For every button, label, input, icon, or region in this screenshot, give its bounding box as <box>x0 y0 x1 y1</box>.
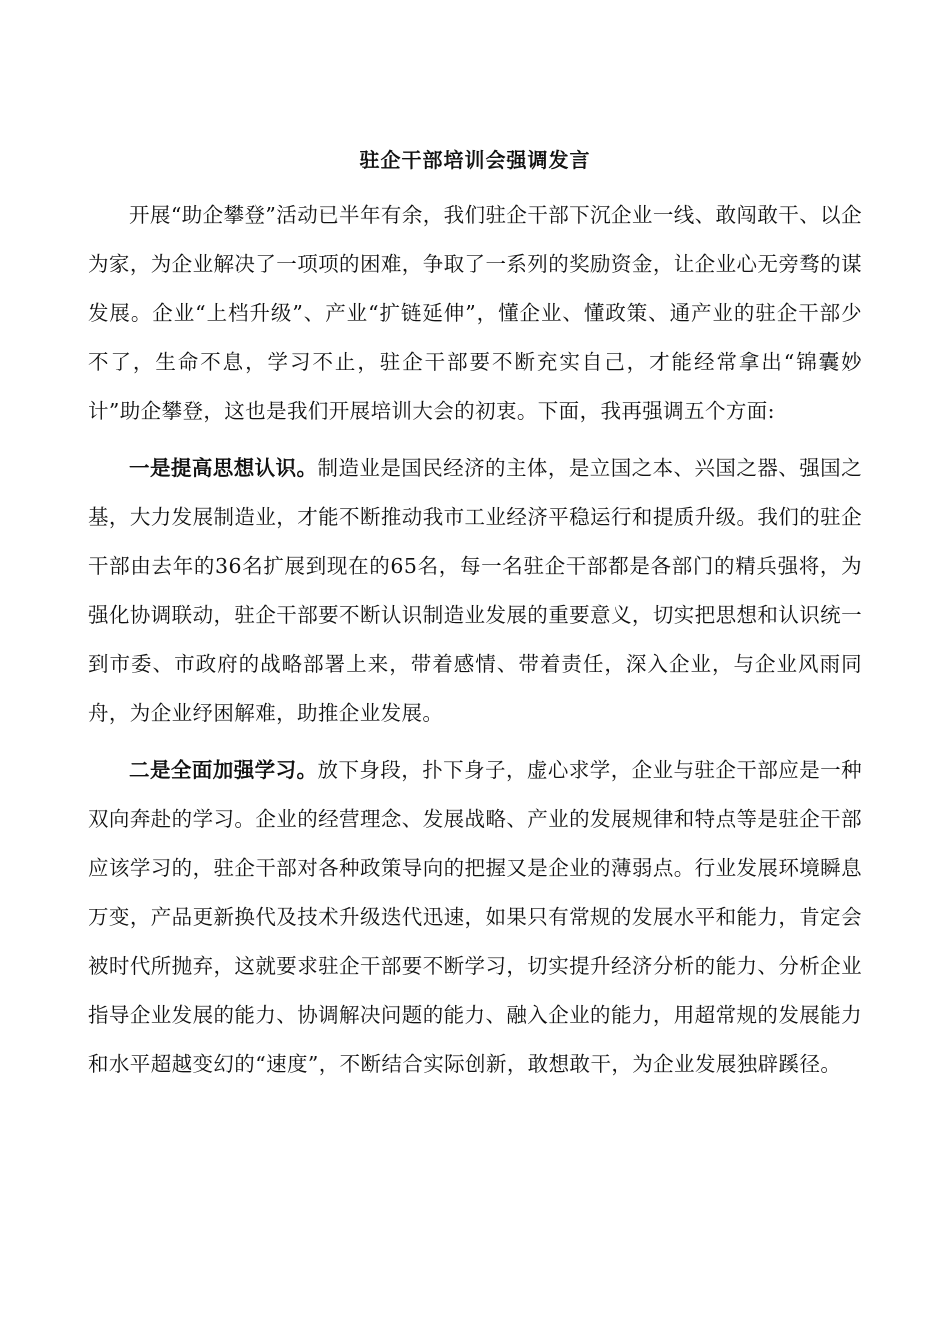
paragraph-point-one <box>88 444 862 738</box>
paragraph-point-two <box>88 746 862 1089</box>
paragraph-text: 制造业是国民经济的主体，是立国之本、兴国之器、强国之基，大力发展制造业，才能不断推动我市工业经济平稳运行和提质升级。我们的驻企干部由去年的36名扩展到现在的65名，每一名驻企干部都是各部门的精兵强将，为强化协调联动，驻企干部要不断认识制造业发展的重要意义，切实把思想和认识统一到市委、市政府的战略部署上来，带着感情、带着责任，深入企业，与企业风雨同舟，为企业纾困解难，助推企业发展。 <box>88 456 862 725</box>
paragraph-text: 开展“助企攀登”活动已半年有余，我们驻企干部下沉企业一线、敢闯敢干、以企为家，为企业解决了一项项的困难，争取了一系列的奖励资金，让企业心无旁骛的谋发展。企业“上档升级”、产业“扩链延伸”，懂企业、懂政策、通产业的驻企干部少不了，生命不息，学习不止，驻企干部要不断充实自己，才能经常拿出“锦囊妙计”助企攀登，这也是我们开展培训大会的初衷。下面，我再强调五个方面: <box>88 203 862 423</box>
paragraph-text: 放下身段，扑下身子，虚心求学，企业与驻企干部应是一种双向奔赴的学习。企业的经营理念、发展战略、产业的发展规律和特点等是驻企干部应该学习的，驻企干部对各种政策导向的把握又是企业的薄弱点。行业发展环境瞬息万变，产品更新换代及技术升级迭代迅速，如果只有常规的发展水平和能力，肯定会被时代所抛弃，这就要求驻企干部要不断学习，切实提升经济分析的能力、分析企业指导企业发展的能力、协调解决问题的能力、融入企业的能力，用超常规的发展能力和水平超越变幻的“速度”，不断结合实际创新，敢想敢干，为企业发展独辟蹊径。 <box>88 758 862 1076</box>
paragraph-lead: 一是提高思想认识。 <box>129 456 318 480</box>
document-body <box>88 191 862 1089</box>
paragraph-lead: 二是全面加强学习。 <box>129 758 318 782</box>
paragraph-intro <box>88 191 862 436</box>
document-title: 驻企干部培训会强调发言 <box>359 148 591 172</box>
